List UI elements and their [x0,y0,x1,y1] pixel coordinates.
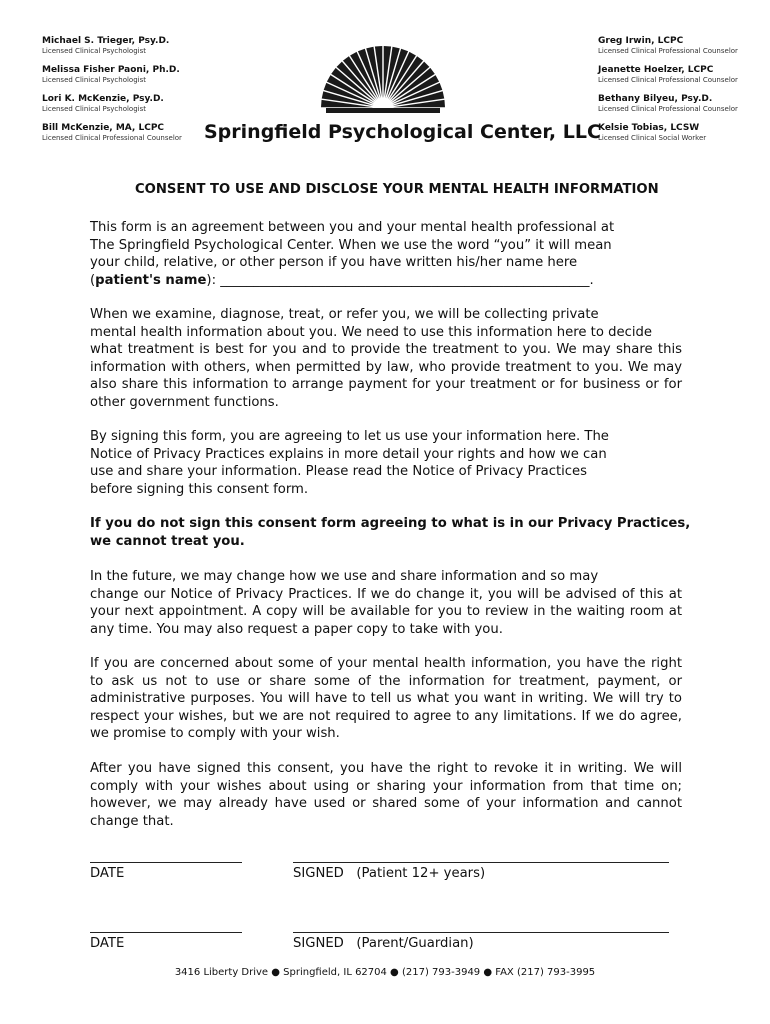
provider-name: Lori K. McKenzie, Psy.D. [42,94,164,104]
patient-name-blank: ): ________________________________________________________. [206,272,594,288]
provider-name: Jeanette Hoelzer, LCPC [598,65,714,75]
provider-title: Licensed Clinical Social Worker [598,134,707,142]
text-line: your next appointment. A copy will be available for you to review in the waiting room at [90,604,682,620]
sunburst-logo-icon [318,42,448,114]
text-line: we cannot treat you. [90,533,245,549]
provider-title: Licensed Clinical Psychologist [42,105,146,113]
paragraph-future-changes [90,568,682,638]
signed-label-patient: SIGNED (Patient 12+ years) [293,866,486,881]
text-line: your child, relative, or other person if you have written his/her name here [90,255,578,271]
provider-name: Bethany Bilyeu, Psy.D. [598,94,713,104]
paragraph-agreement [90,219,682,289]
provider-name: Greg Irwin, LCPC [598,36,684,46]
text-line: The Springfield Psychological Center. When we use the word “you” it will mean [90,237,612,253]
paragraph-revoke [90,760,682,830]
text-line: what treatment is best for you and to provide the treatment to you. We may share this [90,342,682,358]
footer-address: 3416 Liberty Drive ● Springfield, IL 62704 ● (217) 793-3949 ● FAX (217) 793-3995 [174,967,596,978]
text-line: In the future, we may change how we use and share information and so may [90,569,599,584]
text-line: change that. [90,813,174,829]
text-line: If you are concerned about some of your mental health information, you have the right [90,656,682,671]
text-line: Notice of Privacy Practices explains in more detail your rights and how we can [90,446,607,462]
text-line: After you have signed this consent, you have the right to revoke it in writing. We will [90,761,682,776]
text-line: mental health information about you. We need to use this information here to decide [90,324,652,340]
provider-left-3 [42,94,164,114]
date-line-2[interactable] [90,932,242,933]
patient-name-label: patient's name [95,272,207,288]
text-line: we promise to comply with your wish. [90,726,340,742]
text-line: This form is an agreement between you and your mental health professional at [90,220,615,235]
provider-right-4 [598,123,706,143]
open-paren: ( [90,272,96,288]
signature-line-patient[interactable] [293,862,669,863]
text-line: When we examine, diagnose, treat, or refer you, we will be collecting private [90,307,599,322]
provider-title: Licensed Clinical Professional Counselor [598,105,738,113]
date-label-2: DATE [90,936,125,951]
text-line: information with others, when permitted by law, who provide treatment to you. We may [90,359,682,375]
text-line: If you do not sign this consent form agreeing to what is in our Privacy Practices, [90,516,691,531]
date-label-1: DATE [90,866,125,881]
provider-title: Licensed Clinical Psychologist [42,76,146,84]
provider-left-1 [42,36,169,56]
text-line: to ask us not to use or share some of the information for treatment, payment, or [90,673,682,689]
provider-name: Michael S. Trieger, Psy.D. [42,36,170,46]
provider-title: Licensed Clinical Psychologist [42,47,146,55]
text-line: change our Notice of Privacy Practices. If we do change it, you will be advised of this at [90,586,682,602]
text-line: use and share your information. Please read the Notice of Privacy Practices [90,464,588,480]
document-title: CONSENT TO USE AND DISCLOSE YOUR MENTAL HEALTH INFORMATION [135,182,659,197]
paragraph-signing [90,428,682,498]
text-line: administrative purposes. You will have to tell us what you want in writing. We will try to [90,691,682,707]
signed-label-guardian: SIGNED (Parent/Guardian) [293,936,474,951]
signature-line-guardian[interactable] [293,932,669,933]
text-line: respect your wishes, but we are not required to agree to any limitations. If we do agree, [90,708,682,724]
logo-base [326,108,440,113]
provider-title: Licensed Clinical Professional Counselor [42,134,182,142]
paragraph-warning [90,515,691,550]
provider-left-2 [42,65,180,85]
text-line: any time. You may also request a paper copy to take with you. [90,621,503,637]
paragraph-concerns [90,655,682,743]
provider-title: Licensed Clinical Professional Counselor [598,47,738,55]
provider-right-3 [598,94,738,114]
provider-name: Kelsie Tobias, LCSW [598,123,700,133]
provider-name: Melissa Fisher Paoni, Ph.D. [42,65,180,75]
text-line: before signing this consent form. [90,481,309,497]
provider-left-4 [42,123,182,143]
paragraph-collecting [90,306,682,412]
provider-right-1 [598,36,738,56]
provider-right-2 [598,65,738,85]
date-line-1[interactable] [90,862,242,863]
text-line: other government functions. [90,394,279,410]
text-line: however, we may already have used or shared some of your information and cannot [90,796,682,812]
practice-name: Springfield Psychological Center, LLC [204,121,601,143]
text-line: also share this information to arrange payment for your treatment or for business or for [90,377,682,393]
text-line: comply with your wishes about using or sharing your information from that time on; [90,778,682,794]
text-line: By signing this form, you are agreeing to let us use your information here. The [90,429,609,444]
provider-title: Licensed Clinical Professional Counselor [598,76,738,84]
patient-name-line [90,272,682,290]
provider-name: Bill McKenzie, MA, LCPC [42,123,165,133]
